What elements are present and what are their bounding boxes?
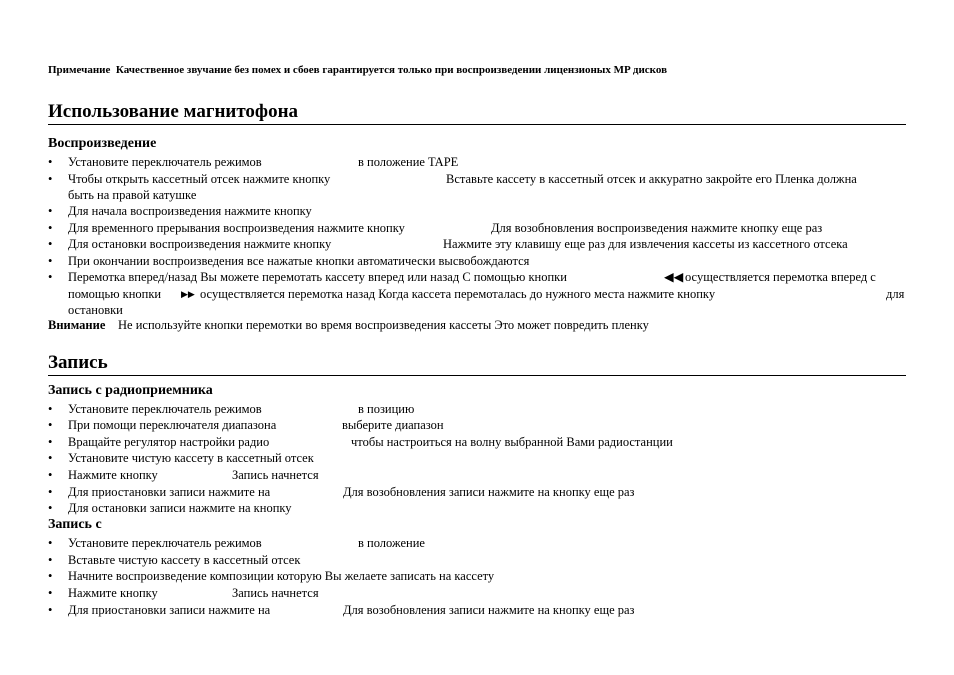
section-title-recording: Запись xyxy=(48,352,906,376)
item-text: Для начала воспроизведения нажмите кнопку xyxy=(68,204,312,218)
note-label: Примечание xyxy=(48,64,111,76)
item-text: Нажмите кнопку xyxy=(68,468,158,482)
warning-text: Не используйте кнопки перемотки во время воспроизведения кассеты Это может повредить пленку xyxy=(118,318,649,332)
bullet: • xyxy=(48,586,53,600)
item-text: помощью кнопки xyxy=(68,287,162,301)
bullet: • xyxy=(48,402,53,416)
bullet: • xyxy=(48,485,53,499)
item-text: чтобы настроиться на волну выбранной Вами радиостанции xyxy=(351,435,673,449)
item-text: Установите переключатель режимов xyxy=(68,536,262,550)
bullet: • xyxy=(48,569,53,583)
bullet: • xyxy=(48,204,53,218)
note-text: Качественное звучание без помех и сбоев гарантируется только при воспроизведении лицензионых MP дисков xyxy=(115,64,668,76)
bullet: • xyxy=(48,155,53,169)
item-text: Запись начнется xyxy=(232,468,319,482)
item-text: Перемотка вперед/назад Вы можете перемотать кассету вперед или назад С помощью кнопки xyxy=(68,270,567,284)
item-text: Запись начнется xyxy=(232,586,319,600)
bullet: • xyxy=(48,418,53,432)
item-text: Нажмите эту клавишу еще раз для извлечения кассеты из кассетного отсека xyxy=(443,237,848,251)
item-text: в положение TAPE xyxy=(358,155,459,169)
item-text: осуществляется перемотка назад Когда кассета перемоталась до нужного места нажмите кнопку xyxy=(200,287,716,301)
item-text: Вставьте кассету в кассетный отсек и аккуратно закройте его Пленка должна xyxy=(446,172,857,186)
item-text: в позицию xyxy=(358,402,415,416)
item-text: осуществляется перемотка вперед с xyxy=(685,270,876,284)
bullet: • xyxy=(48,501,53,515)
bullet: • xyxy=(48,254,53,268)
section-title-tape: Использование магнитофона xyxy=(48,101,906,125)
item-text: Чтобы открыть кассетный отсек нажмите кнопку xyxy=(68,172,331,186)
item-text: быть на правой катушке xyxy=(68,188,197,202)
item-text: Для возобновления записи нажмите на кнопку еще раз xyxy=(343,603,635,617)
item-text: Для остановки воспроизведения нажмите кнопку xyxy=(68,237,332,251)
bullet: • xyxy=(48,451,53,465)
item-text: Вставьте чистую кассету в кассетный отсек xyxy=(68,553,301,567)
item-text: Установите чистую кассету в кассетный отсек xyxy=(68,451,314,465)
item-text: Для приостановки записи нажмите на xyxy=(68,485,271,499)
bullet: • xyxy=(48,603,53,617)
bullet: • xyxy=(48,435,53,449)
item-text: Для временного прерывания воспроизведения нажмите кнопку xyxy=(68,221,405,235)
item-text: Установите переключатель режимов xyxy=(68,402,262,416)
item-text: Установите переключатель режимов xyxy=(68,155,262,169)
fast-forward-icon: ▶▶ xyxy=(181,289,195,299)
item-text: для xyxy=(886,287,905,301)
item-text: выберите диапазон xyxy=(342,418,444,432)
item-text: Нажмите кнопку xyxy=(68,586,158,600)
bullet: • xyxy=(48,468,53,482)
item-text: Для возобновления записи нажмите на кнопку еще раз xyxy=(343,485,635,499)
item-text: Для приостановки записи нажмите на xyxy=(68,603,271,617)
item-text: Для остановки записи нажмите на кнопку xyxy=(68,501,292,515)
bullet: • xyxy=(48,221,53,235)
bullet: • xyxy=(48,270,53,284)
rewind-icon: ◀◀ xyxy=(664,270,684,284)
item-text: Начните воспроизведение композиции которую Вы желаете записать на кассету xyxy=(68,569,495,583)
subsection-title-recording-from: Запись с xyxy=(48,517,102,532)
item-text: остановки xyxy=(68,303,123,317)
item-text: При помощи переключателя диапазона xyxy=(68,418,277,432)
subsection-title-radio-recording: Запись с радиоприемника xyxy=(48,383,213,398)
item-text: При окончании воспроизведения все нажатые кнопки автоматически высвобождаются xyxy=(68,254,530,268)
subsection-title-playback: Воспроизведение xyxy=(48,136,157,151)
item-text: в положение xyxy=(358,536,425,550)
item-text: Вращайте регулятор настройки радио xyxy=(68,435,270,449)
item-text: Для возобновления воспроизведения нажмите кнопку еще раз xyxy=(491,221,823,235)
warning-label: Внимание xyxy=(48,318,106,332)
bullet: • xyxy=(48,172,53,186)
bullet: • xyxy=(48,536,53,550)
note-line xyxy=(48,64,667,76)
bullet: • xyxy=(48,237,53,251)
bullet: • xyxy=(48,553,53,567)
